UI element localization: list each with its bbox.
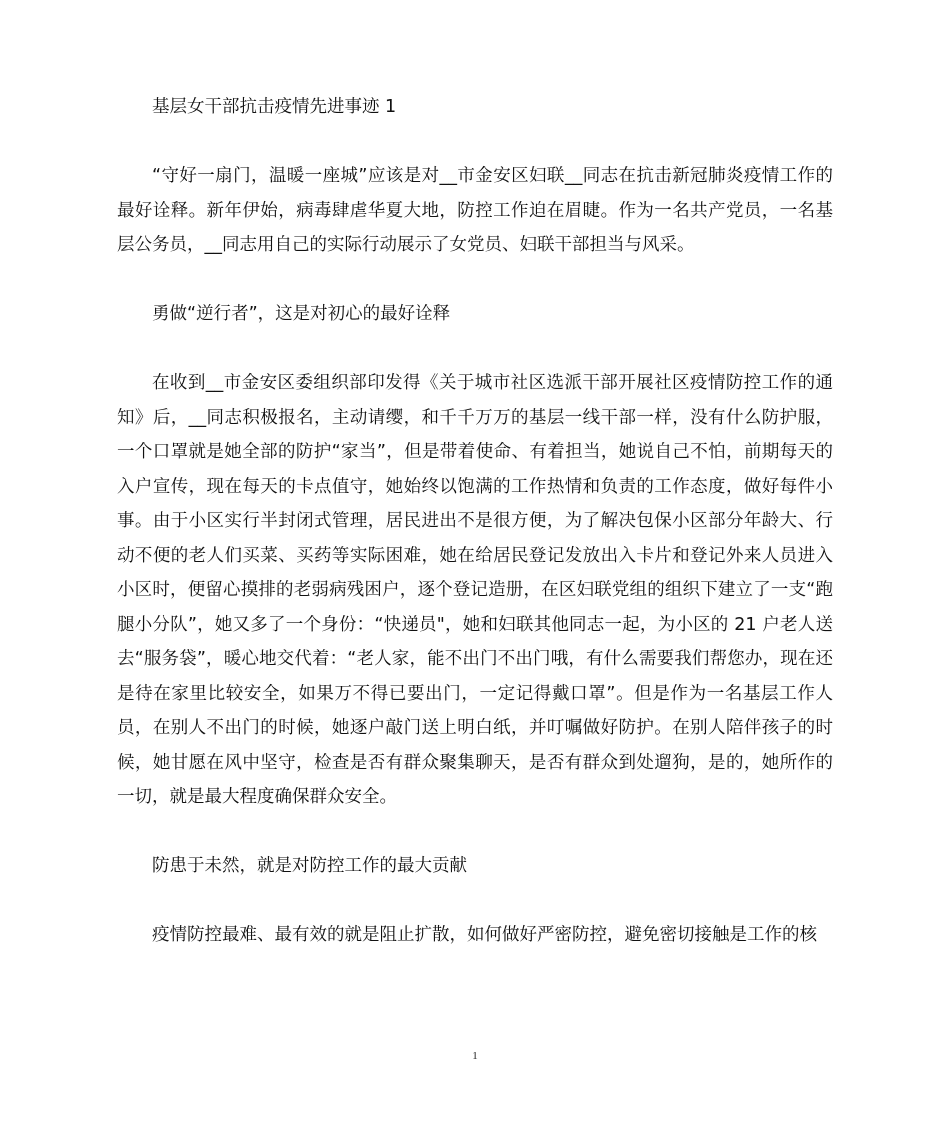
section-heading-2: 防患于未然，就是对防控工作的最大贡献	[152, 856, 467, 876]
paragraph-spacer	[117, 332, 833, 367]
paragraph-spacer	[117, 884, 833, 919]
document-content	[117, 90, 833, 953]
section-heading-1: 勇做“逆行者”，这是对初心的最好诠释	[152, 304, 451, 324]
paragraph-spacer	[117, 815, 833, 850]
page-number: 1	[472, 1050, 478, 1062]
paragraph-spacer	[117, 263, 833, 298]
section-body-1: 在收到__市金安区委组织部印发得《关于城市社区选派干部开展社区疫情防控工作的通知》后，__同志积极报名，主动请缨，和千千万万的基层一线干部一样，没有什么防护服，一个口罩就是她全部的防护“家当”，但是带着使命、有着担当，她说自己不怕，前期每天的入户宣传，现在每天的卡点值守，她始终以饱满的工作热情和负责的工作态度，做好每件小事。由于小区实行半封闭式管理，居民进出不是很方便，为了解决包保小区部分年龄大、行动不便的老人们买菜、买药等实际困难，她在给居民登记发放出入卡片和登记外来人员进入小区时，便留心摸排的老弱病残困户，逐个登记造册，在区妇联党组的组织下建立了一支“跑腿小分队”，她又多了一个身份：“快递员"，她和妇联其他同志一起，为小区的 21 户老人送去“服务袋”，暖心地交代着：“老人家，能不出门不出门哦，有什么需要我们帮您办，现在还是待在家里比较安全，如果万不得已要出门，一定记得戴口罩”。但是作为一名基层工作人员，在别人不出门的时候，她逐户敲门送上明白纸，并叮嘱做好防护。在别人陪伴孩子的时候，她甘愿在风中坚守，检查是否有群众聚集聊天，是否有群众到处遛狗，是的，她所作的一切，就是最大程度确保群众安全。	[117, 373, 833, 807]
intro-paragraph: “守好一扇门，温暖一座城”应该是对__市金安区妇联__同志在抗击新冠肺炎疫情工作的最好诠释。新年伊始，病毒肆虐华夏大地，防控工作迫在眉睫。作为一名共产党员，一名基层公务员，__同志用自己的实际行动展示了女党员、妇联干部担当与风采。	[117, 166, 833, 255]
section-body-2: 疫情防控最难、最有效的就是阻止扩散，如何做好严密防控，避免密切接触是工作的核	[152, 925, 817, 945]
paragraph-spacer	[117, 125, 833, 160]
document-title: 基层女干部抗击疫情先进事迹 1	[152, 97, 397, 117]
